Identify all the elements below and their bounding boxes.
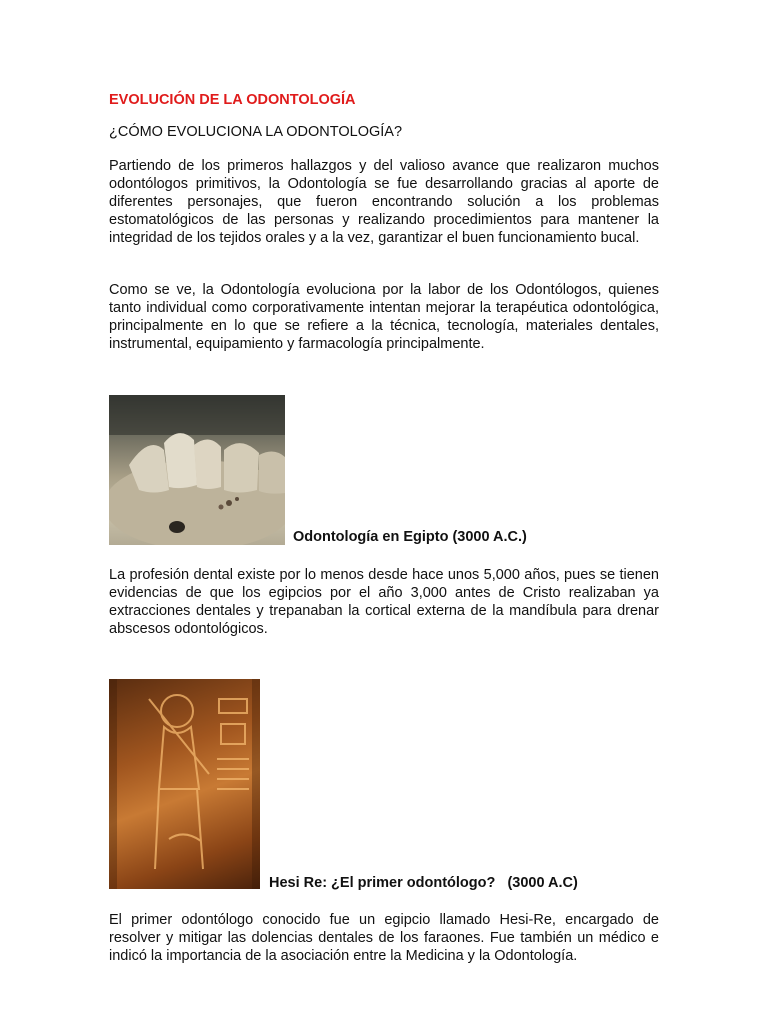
caption-hesi-re: Hesi Re: ¿El primer odontólogo? (3000 A.C)	[269, 875, 578, 891]
document-subtitle: ¿CÓMO EVOLUCIONA LA ODONTOLOGÍA?	[109, 124, 403, 140]
ancient-teeth-photo	[109, 395, 285, 545]
paragraph-dental-profession: La profesión dental existe por lo menos desde hace unos 5,000 años, pues se tienen evidencias de que los egipcios por el año 3,000 antes de Cristo realizaban ya extracciones dentales y trepanaban la cortical externa de la mandíbula para drenar abscesos odontológicos.	[109, 567, 659, 637]
document-title: EVOLUCIÓN DE LA ODONTOLOGÍA	[109, 92, 356, 108]
paragraph-evolution: Como se ve, la Odontología evoluciona por la labor de los Odontólogos, quienes tanto individual como corporativamente intentan mejorar la terapéutica odontológica, principalmente en lo que se refiere a la técnica, tecnología, materiales dentales, instrumental, equipamiento y farmacología principalmente.	[109, 282, 659, 352]
caption-egypt: Odontología en Egipto (3000 A.C.)	[293, 529, 527, 545]
paragraph-intro: Partiendo de los primeros hallazgos y del valioso avance que realizaron muchos odontólogos primitivos, la Odontología se fue desarrollando gracias al aporte de diferentes personajes, que fueron encontrando solución a los problemas estomatológicos de las personas y realizando procedimientos para mantener la integridad de los tejidos orales y a la vez, garantizar el buen funcionamiento bucal.	[109, 158, 659, 246]
hesi-re-relief-photo	[109, 679, 260, 889]
paragraph-hesi-re: El primer odontólogo conocido fue un egipcio llamado Hesi-Re, encargado de resolver y mitigar las dolencias dentales de los faraones. Fue también un médico e indicó la importancia de la asociación entre la Medicina y la Odontología.	[109, 912, 659, 964]
